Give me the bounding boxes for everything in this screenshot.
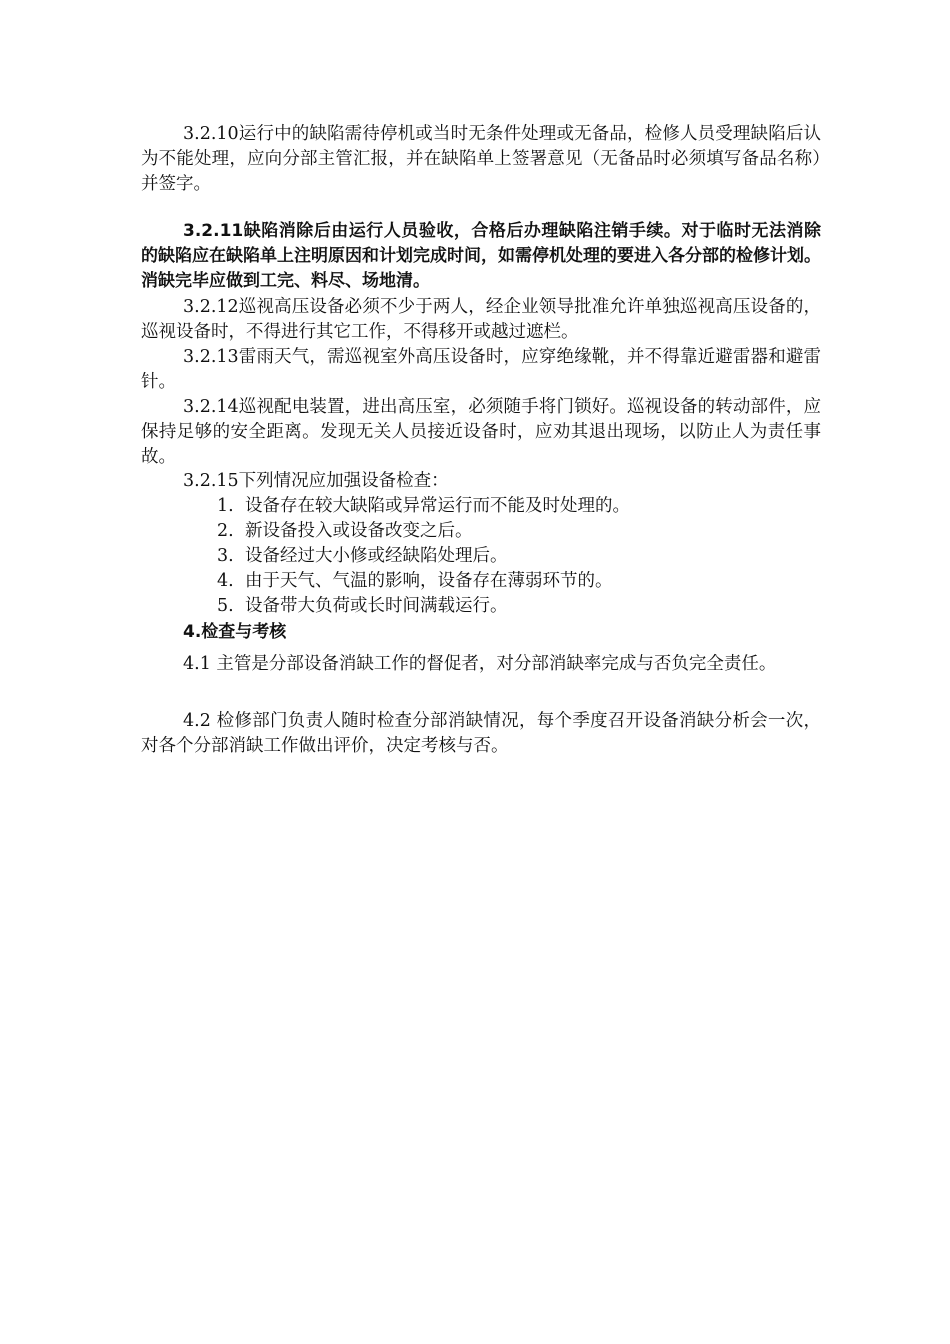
paragraph-3-2-12: 3.2.12巡视高压设备必须不少于两人，经企业领导批准允许单独巡视高压设备的，巡视设备时，不得进行其它工作，不得移开或越过遮栏。 [141, 297, 821, 342]
paragraph-3-2-15: 3.2.15下列情况应加强设备检查： [183, 471, 449, 491]
list-item [217, 494, 817, 519]
paragraph-3-2-10: 3.2.10运行中的缺陷需待停机或当时无条件处理或无备品，检修人员受理缺陷后认为不能处理，应向分部主管汇报，并在缺陷单上签署意见（无备品时必须填写备品名称）并签字。 [141, 124, 821, 194]
paragraph-4-2: 4.2 检修部门负责人随时检查分部消缺情况，每个季度召开设备消缺分析会一次，对各个分部消缺工作做出评价，决定考核与否。 [141, 711, 821, 756]
list-item [217, 594, 817, 619]
list-item-text: 设备带大负荷或长时间满载运行。 [245, 596, 508, 616]
list-item-number: 5. [217, 596, 234, 616]
list-item-text: 设备存在较大缺陷或异常运行而不能及时处理的。 [245, 496, 630, 516]
list-item-number: 2. [217, 521, 234, 541]
list-item-number: 1. [217, 496, 234, 516]
paragraph-3-2-11: 3.2.11缺陷消除后由运行人员验收，合格后办理缺陷注销手续。对于临时无法消除的缺陷应在缺陷单上注明原因和计划完成时间，如需停机处理的要进入各分部的检修计划。消缺完毕应做到工完、料尽、场地清。 [141, 221, 821, 291]
paragraph-3-2-14: 3.2.14巡视配电装置，进出高压室，必须随手将门锁好。巡视设备的转动部件，应保持足够的安全距离。发现无关人员接近设备时，应劝其退出现场，以防止人为责任事故。 [141, 397, 821, 467]
paragraph-3-2-13: 3.2.13雷雨天气，需巡视室外高压设备时，应穿绝缘靴，并不得靠近避雷器和避雷针。 [141, 347, 821, 392]
list-item-number: 3. [217, 546, 234, 566]
list-item [217, 544, 817, 569]
list-item-text: 新设备投入或设备改变之后。 [245, 521, 473, 541]
paragraph-4-1: 4.1 主管是分部设备消缺工作的督促者，对分部消缺率完成与否负完全责任。 [183, 654, 777, 674]
list-item [217, 569, 817, 594]
section-heading: 4.检查与考核 [183, 622, 287, 642]
list-item-text: 由于天气、气温的影响，设备存在薄弱环节的。 [245, 571, 613, 591]
list-item-text: 设备经过大小修或经缺陷处理后。 [245, 546, 508, 566]
list-item [217, 519, 817, 544]
list-item-number: 4. [217, 571, 234, 591]
